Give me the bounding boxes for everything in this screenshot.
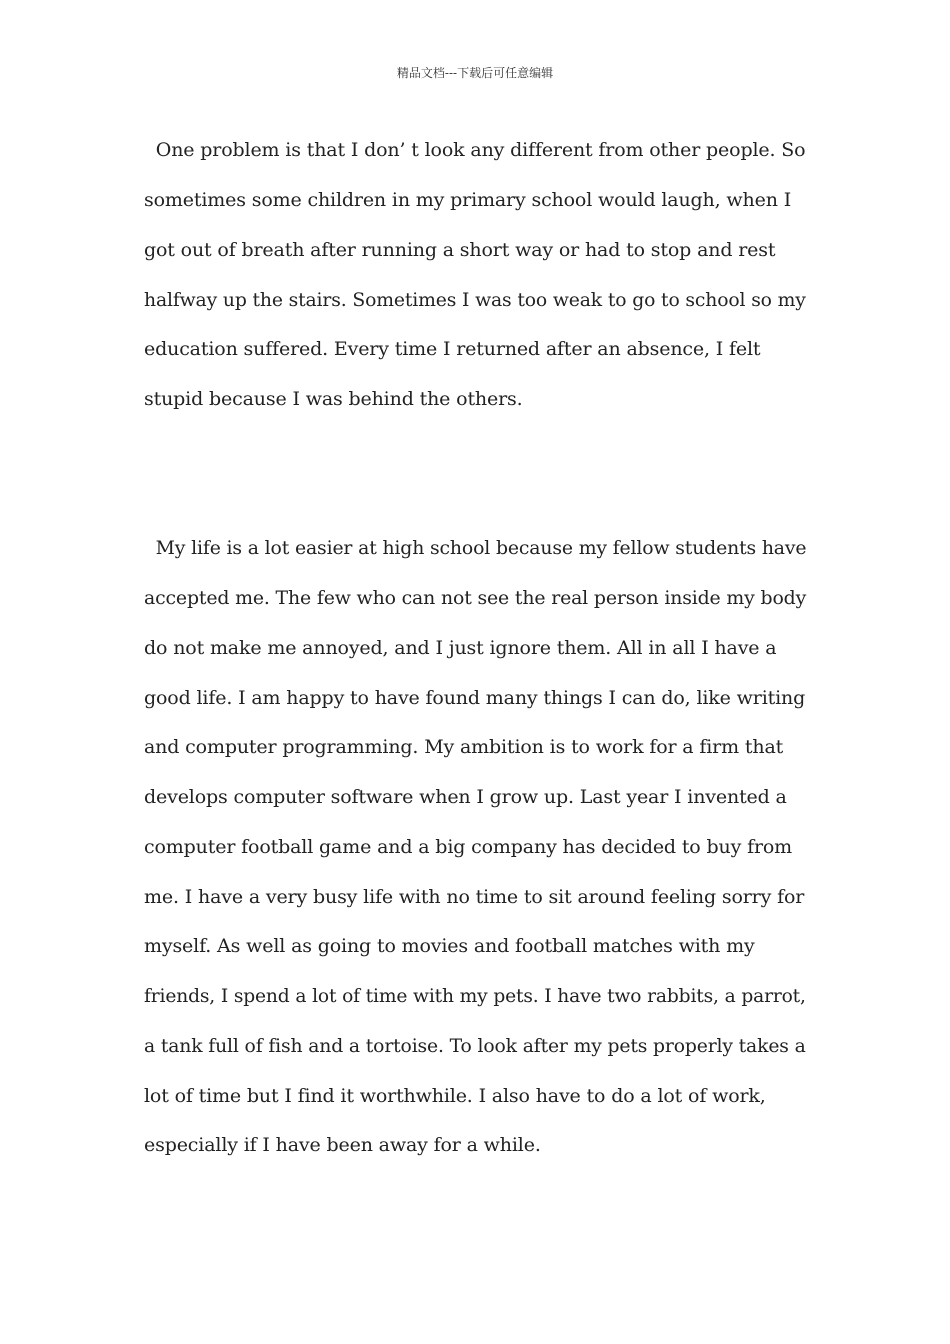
page-header: 精品文档---下载后可任意编辑 [396,66,554,80]
paragraph-2-line: myself. As well as going to movies and football matches with my [144,935,755,957]
paragraph-1-line: got out of breath after running a short way or had to stop and rest [144,239,776,261]
paragraph-1-line: sometimes some children in my primary school would laugh, when I [144,189,792,211]
paragraph-2-line: especially if I have been away for a while. [144,1134,541,1156]
paragraph-2-line: My life is a lot easier at high school because my fellow students have [144,537,807,559]
paragraph-1-line: One problem is that I don’ t look any different from other people. So [144,139,806,161]
paragraph-2-line: friends, I spend a lot of time with my pets. I have two rabbits, a parrot, [144,985,806,1007]
paragraph-1-line: education suffered. Every time I returned after an absence, I felt [144,338,761,360]
paragraph-2-line: lot of time but I find it worthwhile. I also have to do a lot of work, [144,1085,766,1107]
paragraph-2-line: and computer programming. My ambition is to work for a firm that [144,736,784,758]
paragraph-2-line: me. I have a very busy life with no time to sit around feeling sorry for [144,886,805,908]
paragraph-2-line: do not make me annoyed, and I just ignore them. All in all I have a [144,637,777,659]
paragraph-2-line: develops computer software when I grow up. Last year I invented a [144,786,787,808]
paragraph-2-line: computer football game and a big company has decided to buy from [144,836,793,858]
paragraph-2-line: good life. I am happy to have found many things I can do, like writing [144,687,806,709]
paragraph-1-line: halfway up the stairs. Sometimes I was too weak to go to school so my [144,289,806,311]
paragraph-2-line: accepted me. The few who can not see the real person inside my body [144,587,807,609]
paragraph-1-line: stupid because I was behind the others. [144,388,523,410]
paragraph-2-line: a tank full of fish and a tortoise. To look after my pets properly takes a [144,1035,806,1057]
